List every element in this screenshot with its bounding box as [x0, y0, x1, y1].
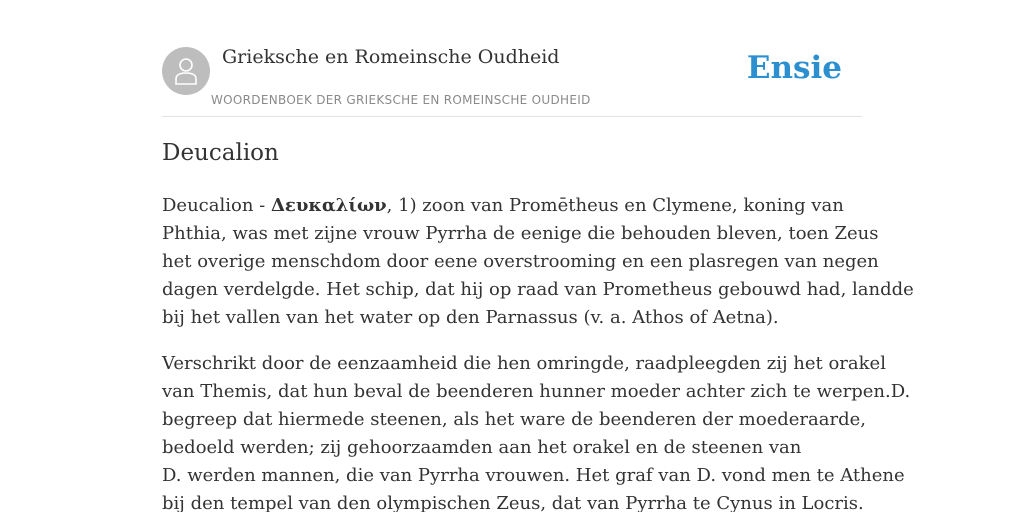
- brand-logo[interactable]: Ensie: [746, 50, 842, 86]
- text-line: Phthia, was met zijne vrouw Pyrrha de eenige die behouden bleven, toen Zeus: [162, 223, 879, 244]
- paragraph-1: [162, 192, 914, 332]
- text-line: begreep dat hiermede steenen, als het ware de beenderen der moederaarde,: [162, 409, 866, 430]
- text-line: dagen verdelgde. Het schip, dat hij op raad van Prometheus gebouwd had, landde: [162, 279, 914, 300]
- source-subtitle: WOORDENBOEK DER GRIEKSCHE EN ROMEINSCHE OUDHEID: [211, 93, 591, 107]
- source-title[interactable]: Grieksche en Romeinsche Oudheid: [222, 46, 560, 68]
- text-line: het overige menschdom door eene overstrooming en een plasregen van negen: [162, 251, 879, 272]
- text-line: bij den tempel van den olympischen Zeus, dat van Pyrrha te Cynus in Locris.: [162, 493, 864, 512]
- text-line: [162, 192, 872, 220]
- greek-term: Δευκαλίων: [270, 195, 387, 216]
- source-header: [162, 46, 862, 117]
- text-line: bij het vallen van het water op den Parnassus (v. a. Athos of Aetna).: [162, 307, 779, 328]
- text-fragment: , 1) zoon van Promētheus en Clymene, koning van: [386, 195, 844, 216]
- text-line: van Themis, dat hun beval de beenderen hunner moeder achter zich te werpen.D.: [162, 381, 911, 402]
- text-line: D. werden mannen, die van Pyrrha vrouwen. Het graf van D. vond men te Athene: [162, 465, 905, 486]
- entry-term: Deucalion -: [162, 195, 271, 216]
- text-line: bedoeld werden; zij gehoorzaamden aan het orakel en de steenen van: [162, 437, 802, 458]
- entry-body: [162, 192, 914, 512]
- user-icon[interactable]: [162, 47, 210, 95]
- text-line: Verschrikt door de eenzaamheid die hen omringde, raadpleegden zij het orakel: [162, 353, 886, 374]
- entry-title: Deucalion: [162, 140, 279, 166]
- paragraph-2: [162, 350, 911, 512]
